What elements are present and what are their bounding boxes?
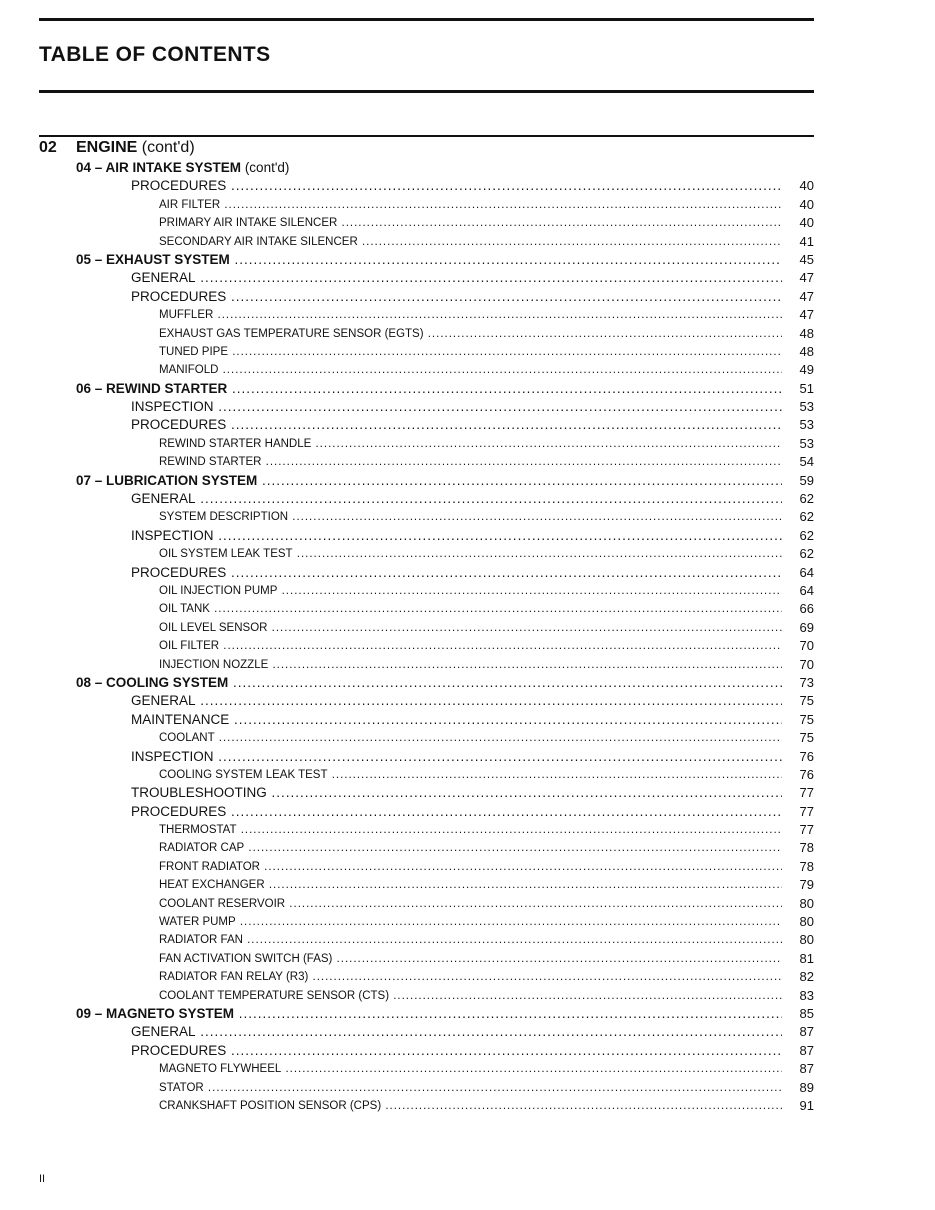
toc-entry-label xyxy=(159,1060,782,1078)
title-rule xyxy=(39,90,814,93)
toc-entry-text: FRONT RADIATOR xyxy=(159,860,260,873)
toc-entry[interactable] xyxy=(0,416,935,434)
toc-entry[interactable] xyxy=(0,1042,935,1060)
toc-entry-text: HEAT EXCHANGER xyxy=(159,879,265,892)
toc-entry[interactable] xyxy=(0,950,935,968)
toc-entry[interactable] xyxy=(0,987,935,1005)
toc-entry[interactable] xyxy=(0,380,935,398)
toc-entry-text: MAINTENANCE xyxy=(131,711,230,727)
page-number: II xyxy=(39,1173,46,1185)
toc-entry-page: 70 xyxy=(799,656,814,672)
toc-entry[interactable] xyxy=(0,251,935,269)
toc-entry-page: 48 xyxy=(799,325,814,341)
toc-entry[interactable] xyxy=(0,821,935,839)
toc-entry[interactable] xyxy=(0,269,935,287)
toc-entry[interactable] xyxy=(0,1023,935,1041)
toc-entry-page: 82 xyxy=(799,969,814,985)
toc-entry-page: 64 xyxy=(799,564,814,580)
toc-entry[interactable] xyxy=(0,839,935,857)
toc-entry-label xyxy=(159,637,782,655)
toc-entry-page: 78 xyxy=(799,858,814,874)
toc-entry-label xyxy=(159,306,782,324)
toc-entry-text: 04 – AIR INTAKE SYSTEM xyxy=(76,160,242,175)
toc-entry[interactable] xyxy=(0,803,935,821)
toc-entry-text: INJECTION NOZZLE xyxy=(159,658,269,671)
toc-entry-label xyxy=(131,784,782,802)
toc-entry-label xyxy=(76,251,782,269)
toc-entry-page: 91 xyxy=(799,1097,814,1113)
toc-entry-page: 49 xyxy=(799,362,814,378)
toc-entry-page: 45 xyxy=(799,251,814,267)
toc-entry-text: REWIND STARTER xyxy=(159,456,262,469)
toc-entry[interactable] xyxy=(0,288,935,306)
toc-entry[interactable] xyxy=(0,435,935,453)
toc-entry[interactable] xyxy=(0,913,935,931)
toc-entry-page: 75 xyxy=(799,693,814,709)
toc-entry-page: 59 xyxy=(799,472,814,488)
toc-entry[interactable] xyxy=(0,692,935,710)
toc-entry[interactable] xyxy=(0,453,935,471)
toc-entry-label xyxy=(159,600,782,618)
toc-entry-text: 08 – COOLING SYSTEM xyxy=(76,674,229,690)
toc-entry-label xyxy=(159,1079,782,1097)
toc-entry-label xyxy=(131,527,782,545)
chapter-name: ENGINE xyxy=(76,139,138,156)
toc-entry-page: 69 xyxy=(799,619,814,635)
chapter-rule xyxy=(39,135,814,137)
toc-entry-label xyxy=(159,619,782,637)
toc-entry-label xyxy=(159,987,782,1005)
chapter-number: 02 xyxy=(39,139,57,156)
toc-entry-page: 79 xyxy=(799,877,814,893)
toc-entry-label xyxy=(159,545,782,563)
toc-entry[interactable] xyxy=(0,931,935,949)
toc-entry-label xyxy=(159,1097,782,1115)
toc-entry-suffix: (cont'd) xyxy=(244,160,290,175)
toc-entry-text: GENERAL xyxy=(131,491,196,507)
toc-entry[interactable] xyxy=(0,325,935,343)
toc-entry-text: GENERAL xyxy=(131,270,196,286)
toc-entry[interactable] xyxy=(0,784,935,802)
toc-entry-text: GENERAL xyxy=(131,693,196,709)
toc-entry-page: 80 xyxy=(799,932,814,948)
toc-entry-page: 53 xyxy=(799,417,814,433)
toc-entry-page: 47 xyxy=(799,288,814,304)
toc-entry-page: 40 xyxy=(799,178,814,194)
toc-entry-text: INSPECTION xyxy=(131,748,214,764)
toc-entry-text: PROCEDURES xyxy=(131,803,227,819)
toc-entry-page: 51 xyxy=(799,380,814,396)
toc-entry-page: 77 xyxy=(799,803,814,819)
toc-entry-label xyxy=(159,895,782,913)
toc-entry-label xyxy=(131,692,782,710)
toc-entry-page: 41 xyxy=(799,233,814,249)
toc-entry-page: 80 xyxy=(799,895,814,911)
toc-entry-text: PROCEDURES xyxy=(131,564,227,580)
toc-entry-label xyxy=(131,1042,782,1060)
toc-entry[interactable] xyxy=(0,711,935,729)
toc-entry-text: THERMOSTAT xyxy=(159,824,237,837)
toc-entry[interactable] xyxy=(0,527,935,545)
toc-entry-text: COOLANT TEMPERATURE SENSOR (CTS) xyxy=(159,989,390,1002)
toc-entry-text: REWIND STARTER HANDLE xyxy=(159,437,312,450)
toc-entry-text: 06 – REWIND STARTER xyxy=(76,380,228,396)
toc-entry[interactable] xyxy=(0,729,935,747)
toc-entry-page: 85 xyxy=(799,1005,814,1021)
toc-entry-page: 47 xyxy=(799,270,814,286)
toc-entry-label xyxy=(159,913,782,931)
toc-entry-text: AIR FILTER xyxy=(159,198,221,211)
toc-entry[interactable] xyxy=(0,1079,935,1097)
toc-entry-label xyxy=(159,656,782,674)
toc-entry-text: SYSTEM DESCRIPTION xyxy=(159,511,289,524)
toc-entry[interactable] xyxy=(0,564,935,582)
toc-entry[interactable] xyxy=(0,343,935,361)
toc-entry-text: CRANKSHAFT POSITION SENSOR (CPS) xyxy=(159,1099,382,1112)
toc-entry-text: OIL INJECTION PUMP xyxy=(159,584,278,597)
toc-entry-label xyxy=(159,435,782,453)
toc-entry-label xyxy=(159,325,782,343)
toc-entry[interactable] xyxy=(0,398,935,416)
toc-entry-label xyxy=(159,508,782,526)
toc-entry-page: 76 xyxy=(799,748,814,764)
toc-entry-text: SECONDARY AIR INTAKE SILENCER xyxy=(159,235,358,248)
toc-entry-text: PROCEDURES xyxy=(131,1042,227,1058)
toc-entry-text: 07 – LUBRICATION SYSTEM xyxy=(76,472,258,488)
toc-entry-text: INSPECTION xyxy=(131,399,214,415)
toc-entry-page: 80 xyxy=(799,914,814,930)
toc-entry-label xyxy=(159,968,782,986)
toc-entry-text: RADIATOR CAP xyxy=(159,842,245,855)
toc-entry-label xyxy=(159,361,782,379)
toc-entry[interactable] xyxy=(0,1005,935,1023)
toc-entry[interactable] xyxy=(0,619,935,637)
toc-entry-label xyxy=(131,711,782,729)
toc-entry-text: EXHAUST GAS TEMPERATURE SENSOR (EGTS) xyxy=(159,327,424,340)
toc-entry-label xyxy=(76,674,782,692)
toc-entry-label xyxy=(131,803,782,821)
toc-entry-text: MUFFLER xyxy=(159,309,214,322)
toc-entry-page: 54 xyxy=(799,454,814,470)
toc-entry-page: 87 xyxy=(799,1024,814,1040)
toc-entry-label xyxy=(131,1023,782,1041)
toc-entry-text: WATER PUMP xyxy=(159,916,236,929)
toc-entry-page: 87 xyxy=(799,1042,814,1058)
toc-entry-label xyxy=(159,582,782,600)
toc-entry[interactable] xyxy=(0,1060,935,1078)
toc-entry[interactable] xyxy=(0,361,935,379)
toc-entry-page: 76 xyxy=(799,766,814,782)
toc-entry-text: COOLING SYSTEM LEAK TEST xyxy=(159,768,328,781)
toc-entry[interactable] xyxy=(0,472,935,490)
toc-entry-text: OIL TANK xyxy=(159,603,210,616)
toc-entry-page: 62 xyxy=(799,509,814,525)
toc-entry-text: PROCEDURES xyxy=(131,288,227,304)
toc-entry-text: MANIFOLD xyxy=(159,364,219,377)
toc-entry-page: 75 xyxy=(799,730,814,746)
toc-entry-page: 53 xyxy=(799,399,814,415)
toc-entry-page: 64 xyxy=(799,582,814,598)
toc-entry[interactable] xyxy=(0,177,935,195)
toc-entry-page: 40 xyxy=(799,215,814,231)
toc-entry[interactable] xyxy=(0,674,935,692)
toc-entry-page: 73 xyxy=(799,674,814,690)
toc-entry-label xyxy=(76,159,782,177)
toc-entry-label xyxy=(159,729,782,747)
toc-entry[interactable] xyxy=(0,876,935,894)
toc-entry-text: GENERAL xyxy=(131,1024,196,1040)
toc-entry-text: RADIATOR FAN RELAY (R3) xyxy=(159,971,309,984)
toc-entry-page: 83 xyxy=(799,987,814,1003)
toc-entry-text: INSPECTION xyxy=(131,527,214,543)
toc-entry[interactable] xyxy=(0,656,935,674)
toc-entry[interactable] xyxy=(0,508,935,526)
toc-entry[interactable] xyxy=(0,490,935,508)
toc-entry-text: MAGNETO FLYWHEEL xyxy=(159,1063,282,1076)
toc-entry-label xyxy=(131,416,782,434)
toc-entry[interactable] xyxy=(0,895,935,913)
toc-entry[interactable] xyxy=(0,582,935,600)
toc-entry[interactable] xyxy=(0,233,935,251)
toc-entry-text: PROCEDURES xyxy=(131,178,227,194)
toc-entry-text: OIL FILTER xyxy=(159,640,220,653)
toc-entry-label xyxy=(76,472,782,490)
toc-entry[interactable] xyxy=(0,214,935,232)
toc-list xyxy=(0,159,935,1115)
toc-entry-label xyxy=(131,288,782,306)
top-rule xyxy=(39,18,814,21)
toc-entry-page: 62 xyxy=(799,491,814,507)
toc-entry-text: PROCEDURES xyxy=(131,417,227,433)
toc-entry-label xyxy=(159,214,782,232)
toc-entry[interactable] xyxy=(0,545,935,563)
toc-entry[interactable] xyxy=(0,637,935,655)
toc-entry-text: COOLANT RESERVOIR xyxy=(159,897,286,910)
page-title: TABLE OF CONTENTS xyxy=(39,43,271,66)
toc-entry-page: 87 xyxy=(799,1061,814,1077)
toc-entry-label xyxy=(159,196,782,214)
toc-entry-label xyxy=(131,398,782,416)
toc-entry-label xyxy=(159,453,782,471)
toc-entry-page: 78 xyxy=(799,840,814,856)
toc-entry-label xyxy=(159,343,782,361)
toc-entry-text: 05 – EXHAUST SYSTEM xyxy=(76,251,230,267)
toc-entry-label xyxy=(76,380,782,398)
toc-entry[interactable] xyxy=(0,968,935,986)
toc-entry-text: COOLANT xyxy=(159,732,215,745)
toc-entry-page: 40 xyxy=(799,196,814,212)
toc-entry[interactable] xyxy=(0,600,935,618)
toc-entry-label xyxy=(159,950,782,968)
toc-entry-label xyxy=(159,839,782,857)
toc-entry-page: 77 xyxy=(799,785,814,801)
toc-entry-text: RADIATOR FAN xyxy=(159,934,243,947)
toc-entry[interactable] xyxy=(0,858,935,876)
chapter-heading xyxy=(39,139,195,157)
toc-entry[interactable] xyxy=(0,766,935,784)
toc-entry-page: 70 xyxy=(799,638,814,654)
toc-entry-page: 89 xyxy=(799,1079,814,1095)
toc-entry-page: 48 xyxy=(799,343,814,359)
toc-entry-page: 62 xyxy=(799,527,814,543)
toc-entry-page: 81 xyxy=(799,950,814,966)
toc-entry-text: FAN ACTIVATION SWITCH (FAS) xyxy=(159,952,333,965)
toc-entry[interactable] xyxy=(0,1097,935,1115)
toc-entry[interactable] xyxy=(0,159,935,177)
toc-entry-label xyxy=(131,748,782,766)
toc-entry[interactable] xyxy=(0,748,935,766)
toc-entry-text: TUNED PIPE xyxy=(159,345,229,358)
toc-entry-text: PRIMARY AIR INTAKE SILENCER xyxy=(159,217,338,230)
toc-entry-text: TROUBLESHOOTING xyxy=(131,785,267,801)
toc-entry-text: 09 – MAGNETO SYSTEM xyxy=(76,1005,235,1021)
toc-entry-page: 75 xyxy=(799,711,814,727)
toc-entry-text: OIL LEVEL SENSOR xyxy=(159,621,268,634)
toc-entry-label xyxy=(131,177,782,195)
toc-entry-page: 53 xyxy=(799,435,814,451)
toc-entry-text: STATOR xyxy=(159,1081,204,1094)
toc-entry-label xyxy=(159,858,782,876)
toc-entry-label xyxy=(159,931,782,949)
toc-entry-label xyxy=(159,233,782,251)
toc-entry-page: 62 xyxy=(799,546,814,562)
toc-entry-label xyxy=(131,564,782,582)
toc-entry[interactable] xyxy=(0,196,935,214)
toc-entry-page: 77 xyxy=(799,822,814,838)
toc-entry-page: 66 xyxy=(799,601,814,617)
toc-entry-label xyxy=(131,269,782,287)
toc-entry-label xyxy=(131,490,782,508)
toc-entry-label xyxy=(159,821,782,839)
toc-entry[interactable] xyxy=(0,306,935,324)
toc-entry-label xyxy=(159,876,782,894)
toc-entry-text: OIL SYSTEM LEAK TEST xyxy=(159,548,293,561)
chapter-contd: (cont'd) xyxy=(141,139,195,156)
toc-entry-page: 47 xyxy=(799,307,814,323)
toc-entry-label xyxy=(159,766,782,784)
toc-entry-label xyxy=(76,1005,782,1023)
